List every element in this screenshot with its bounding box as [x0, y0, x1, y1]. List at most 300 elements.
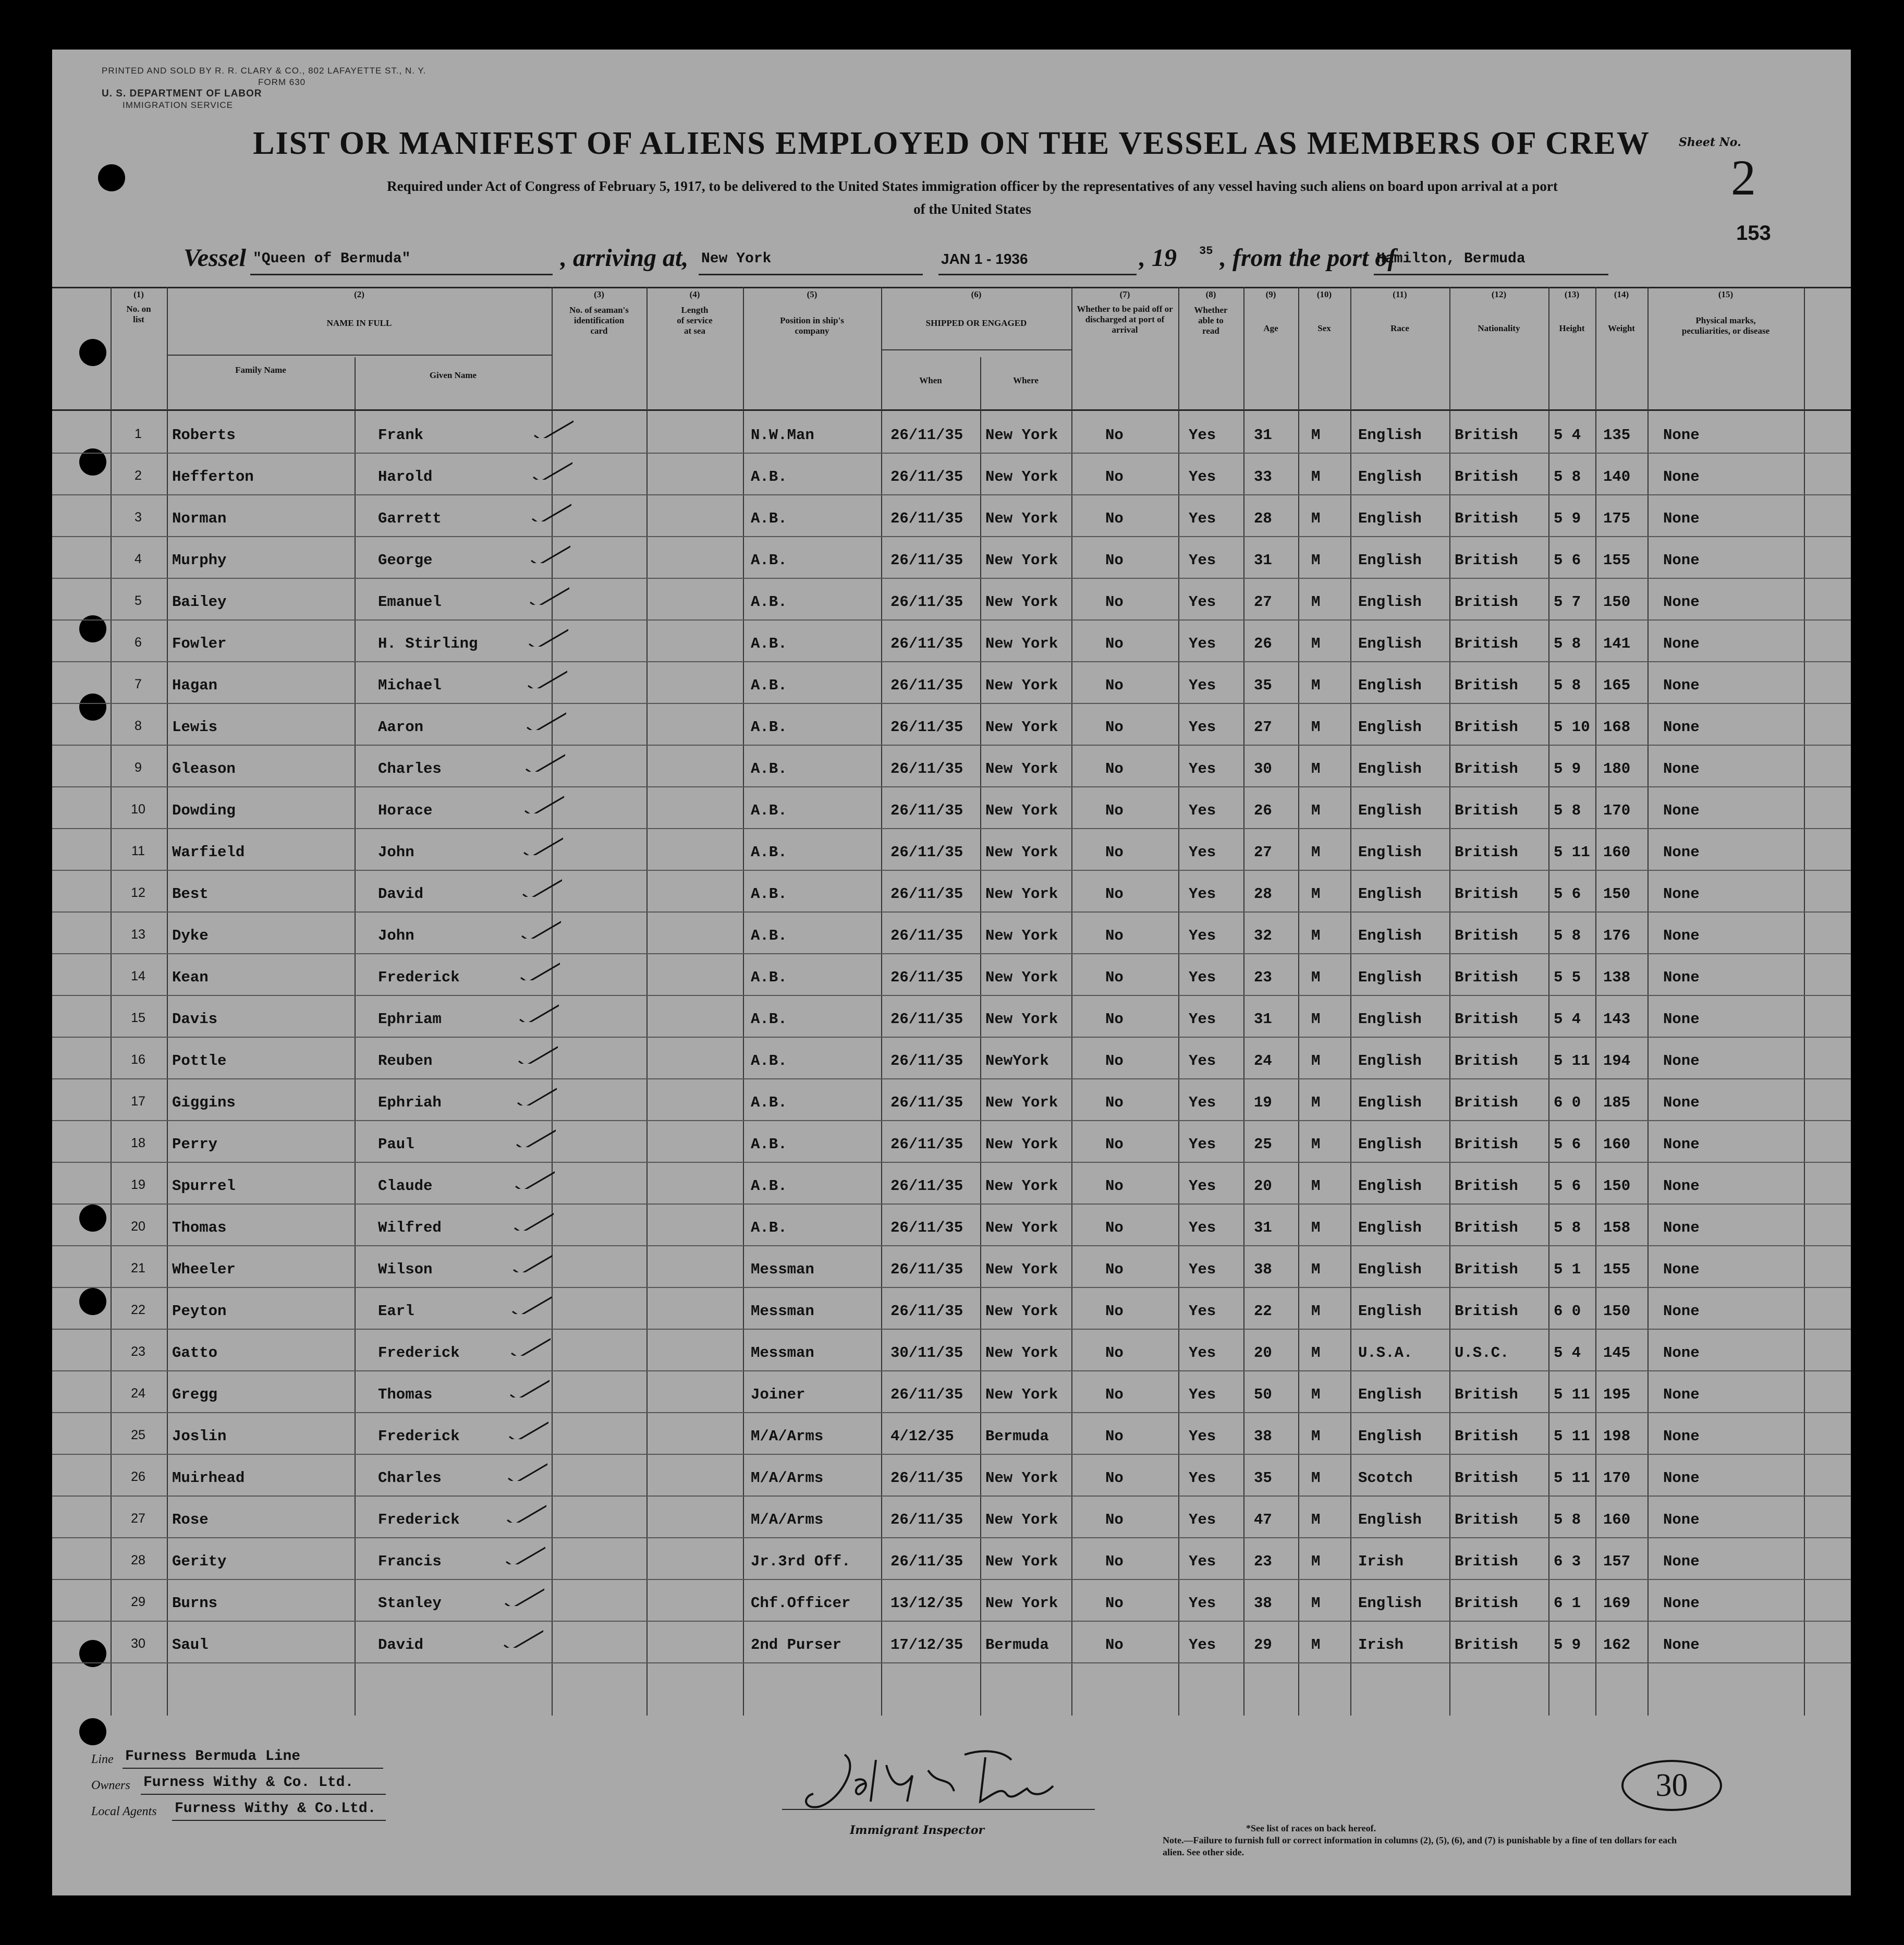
cell-paid: No	[1105, 1595, 1124, 1612]
col-title: Age	[1263, 323, 1278, 333]
cell-race: U.S.A.	[1358, 1344, 1413, 1362]
cell-weight: 175	[1603, 510, 1631, 527]
cell-race: Irish	[1358, 1553, 1404, 1570]
cell-marks: None	[1663, 969, 1700, 986]
cell-nationality: British	[1455, 1636, 1518, 1654]
cell-given: Emanuel	[378, 593, 442, 611]
cell-given: Francis	[378, 1553, 442, 1570]
table-row	[52, 1038, 1851, 1079]
arriving-at: New York	[701, 251, 772, 267]
cell-race: English	[1358, 593, 1422, 611]
cell-given: Wilfred	[378, 1219, 442, 1236]
cell-read: Yes	[1189, 1511, 1216, 1528]
cell-family: Best	[172, 885, 209, 903]
cell-no: 30	[131, 1636, 145, 1651]
cell-weight: 165	[1603, 677, 1631, 694]
cell-position: A.B.	[751, 1011, 787, 1028]
given-name-header: Given Name	[429, 370, 477, 380]
cell-race: English	[1358, 552, 1422, 569]
cell-position: M/A/Arms	[751, 1428, 824, 1445]
cell-weight: 160	[1603, 1136, 1631, 1153]
check-mark-icon	[507, 1418, 548, 1439]
cell-position: A.B.	[751, 1094, 787, 1111]
cell-when: 13/12/35	[890, 1595, 963, 1612]
cell-race: English	[1358, 1052, 1422, 1069]
cell-given: David	[378, 885, 424, 903]
from-port: Hamilton, Bermuda	[1376, 251, 1525, 267]
sheet-number-label: Sheet No.	[1679, 136, 1741, 149]
cell-marks: None	[1663, 719, 1700, 736]
table-row	[52, 1079, 1851, 1121]
cell-paid: No	[1105, 468, 1124, 485]
cell-when: 26/11/35	[890, 1469, 963, 1487]
cell-given: Ephriah	[378, 1094, 442, 1111]
col-number: (15)	[1718, 289, 1734, 299]
cell-race: Scotch	[1358, 1469, 1413, 1487]
cell-weight: 194	[1603, 1052, 1631, 1069]
cell-where: New York	[985, 1595, 1058, 1612]
cell-read: Yes	[1189, 844, 1216, 861]
cell-no: 21	[131, 1261, 145, 1275]
cell-no: 26	[131, 1469, 145, 1484]
cell-weight: 160	[1603, 844, 1631, 861]
cell-read: Yes	[1189, 1052, 1216, 1069]
cell-family: Warfield	[172, 844, 245, 861]
cell-where: New York	[985, 1261, 1058, 1278]
cell-nationality: British	[1455, 1219, 1518, 1236]
cell-when: 30/11/35	[890, 1344, 963, 1362]
cell-given: Paul	[378, 1136, 414, 1153]
agents-label: Local Agents	[91, 1805, 157, 1818]
footnote-text: Note.—Failure to furnish full or correct information in columns (2), (5), (6), and (7) is punishable by a fine of ten dollars for each alien. See other side.	[1163, 1835, 1677, 1857]
cell-read: Yes	[1189, 1553, 1216, 1570]
cell-position: A.B.	[751, 510, 787, 527]
cell-paid: No	[1105, 677, 1124, 694]
cell-age: 31	[1254, 1219, 1272, 1236]
col-number: (4)	[689, 289, 700, 299]
cell-when: 26/11/35	[890, 510, 963, 527]
table-row	[52, 746, 1851, 787]
cell-family: Gregg	[172, 1386, 218, 1403]
cell-height: 5 6	[1554, 885, 1581, 903]
cell-age: 20	[1254, 1344, 1272, 1362]
cell-marks: None	[1663, 1636, 1700, 1654]
cell-nationality: British	[1455, 1136, 1518, 1153]
cell-age: 28	[1254, 510, 1272, 527]
col-11-header	[1350, 289, 1449, 334]
cell-where: NewYork	[985, 1052, 1049, 1069]
cell-nationality: British	[1455, 552, 1518, 569]
cell-paid: No	[1105, 1261, 1124, 1278]
cell-position: A.B.	[751, 1219, 787, 1236]
check-mark-icon	[520, 876, 562, 897]
cell-nationality: British	[1455, 1094, 1518, 1111]
cell-position: A.B.	[751, 635, 787, 652]
cell-sex: M	[1311, 1219, 1321, 1236]
col-title: No. of seaman's identification card	[569, 305, 629, 336]
cell-given: Earl	[378, 1303, 414, 1320]
cell-sex: M	[1311, 1303, 1321, 1320]
table-row	[52, 1288, 1851, 1330]
cell-marks: None	[1663, 468, 1700, 485]
col-2-header	[167, 289, 552, 329]
cell-age: 19	[1254, 1094, 1272, 1111]
cell-nationality: British	[1455, 1303, 1518, 1320]
col-3-header	[552, 289, 646, 336]
cell-position: A.B.	[751, 468, 787, 485]
table-row	[52, 1455, 1851, 1497]
cell-given: Frank	[378, 427, 424, 444]
check-mark-icon	[512, 1210, 554, 1231]
cell-marks: None	[1663, 1553, 1700, 1570]
cell-given: Aaron	[378, 719, 424, 736]
cell-when: 26/11/35	[890, 1094, 963, 1111]
cell-read: Yes	[1189, 635, 1216, 652]
cell-paid: No	[1105, 927, 1124, 944]
cell-when: 4/12/35	[890, 1428, 954, 1445]
col-number: (1)	[133, 289, 144, 299]
cell-no: 25	[131, 1428, 145, 1442]
cell-paid: No	[1105, 593, 1124, 611]
cell-nationality: British	[1455, 1469, 1518, 1487]
agents-value: Furness Withy & Co.Ltd.	[175, 1801, 376, 1817]
check-mark-icon	[523, 751, 565, 772]
cell-given: Thomas	[378, 1386, 433, 1403]
cell-sex: M	[1311, 1428, 1321, 1445]
cell-age: 47	[1254, 1511, 1272, 1528]
cell-paid: No	[1105, 1386, 1124, 1403]
cell-marks: None	[1663, 1094, 1700, 1111]
cell-family: Dowding	[172, 802, 236, 819]
cell-race: English	[1358, 510, 1422, 527]
cell-family: Spurrel	[172, 1177, 236, 1195]
cell-given: Ephriam	[378, 1011, 442, 1028]
cell-no: 18	[131, 1136, 145, 1150]
cell-weight: 150	[1603, 593, 1631, 611]
cell-sex: M	[1311, 1177, 1321, 1195]
cell-nationality: British	[1455, 802, 1518, 819]
cell-nationality: British	[1455, 1261, 1518, 1278]
cell-read: Yes	[1189, 1386, 1216, 1403]
cell-no: 28	[131, 1553, 145, 1567]
cell-marks: None	[1663, 1219, 1700, 1236]
col-title: Position in ship's company	[780, 315, 844, 336]
cell-paid: No	[1105, 1428, 1124, 1445]
cell-nationality: British	[1455, 844, 1518, 861]
cell-marks: None	[1663, 593, 1700, 611]
cell-nationality: British	[1455, 1177, 1518, 1195]
cell-no: 10	[131, 802, 145, 817]
cell-when: 26/11/35	[890, 635, 963, 652]
cell-weight: 198	[1603, 1428, 1631, 1445]
cell-age: 25	[1254, 1136, 1272, 1153]
cell-race: English	[1358, 1511, 1422, 1528]
cell-family: Peyton	[172, 1303, 227, 1320]
cell-age: 31	[1254, 1011, 1272, 1028]
cell-no: 19	[131, 1177, 145, 1192]
cell-family: Gerity	[172, 1553, 227, 1570]
cell-paid: No	[1105, 1303, 1124, 1320]
cell-read: Yes	[1189, 593, 1216, 611]
cell-where: New York	[985, 1219, 1058, 1236]
col-number: (5)	[807, 289, 817, 299]
cell-no: 5	[135, 593, 142, 608]
check-mark-icon	[518, 959, 560, 980]
cell-race: English	[1358, 719, 1422, 736]
table-row	[52, 1622, 1851, 1663]
cell-weight: 155	[1603, 552, 1631, 569]
cell-sex: M	[1311, 760, 1321, 777]
cell-weight: 168	[1603, 719, 1631, 736]
cell-marks: None	[1663, 1386, 1700, 1403]
cell-sex: M	[1311, 969, 1321, 986]
cell-given: Garrett	[378, 510, 442, 527]
cell-sex: M	[1311, 1344, 1321, 1362]
cell-read: Yes	[1189, 677, 1216, 694]
col-title: Height	[1559, 323, 1585, 333]
table-row	[52, 1413, 1851, 1455]
cell-given: Claude	[378, 1177, 433, 1195]
cell-age: 20	[1254, 1177, 1272, 1195]
col-number: (14)	[1614, 289, 1629, 299]
crew-table	[52, 287, 1851, 1762]
cell-family: Roberts	[172, 427, 236, 444]
cell-given: Horace	[378, 802, 433, 819]
col-number: (2)	[354, 289, 364, 299]
cell-when: 26/11/35	[890, 760, 963, 777]
cell-sex: M	[1311, 1595, 1321, 1612]
cell-when: 26/11/35	[890, 802, 963, 819]
cell-read: Yes	[1189, 1344, 1216, 1362]
cell-when: 26/11/35	[890, 677, 963, 694]
cell-when: 26/11/35	[890, 552, 963, 569]
col-number: (13)	[1564, 289, 1580, 299]
cell-race: English	[1358, 927, 1422, 944]
arrival-date: JAN 1 - 1936	[941, 251, 1028, 267]
cell-no: 24	[131, 1386, 145, 1401]
cell-position: A.B.	[751, 885, 787, 903]
cell-where: New York	[985, 1136, 1058, 1153]
cell-height: 5 11	[1554, 844, 1590, 861]
cell-family: Joslin	[172, 1428, 227, 1445]
cell-read: Yes	[1189, 1469, 1216, 1487]
cell-paid: No	[1105, 1344, 1124, 1362]
cell-paid: No	[1105, 1219, 1124, 1236]
cell-nationality: British	[1455, 1011, 1518, 1028]
cell-race: English	[1358, 844, 1422, 861]
cell-paid: No	[1105, 1136, 1124, 1153]
cell-position: A.B.	[751, 760, 787, 777]
cell-where: New York	[985, 885, 1058, 903]
cell-when: 26/11/35	[890, 1386, 963, 1403]
cell-family: Kean	[172, 969, 209, 986]
cell-age: 30	[1254, 760, 1272, 777]
cell-paid: No	[1105, 1094, 1124, 1111]
col-title: SHIPPED OR ENGAGED	[925, 318, 1027, 328]
where-header: Where	[1013, 375, 1039, 385]
cell-position: A.B.	[751, 1052, 787, 1069]
cell-given: George	[378, 552, 433, 569]
table-row	[52, 495, 1851, 537]
cell-where: New York	[985, 1303, 1058, 1320]
cell-age: 27	[1254, 593, 1272, 611]
cell-weight: 150	[1603, 1177, 1631, 1195]
cell-when: 26/11/35	[890, 1219, 963, 1236]
cell-weight: 150	[1603, 885, 1631, 903]
cell-no: 7	[135, 677, 142, 691]
col-10-header	[1298, 289, 1350, 334]
cell-family: Gleason	[172, 760, 236, 777]
cell-marks: None	[1663, 552, 1700, 569]
cell-where: New York	[985, 1177, 1058, 1195]
cell-age: 22	[1254, 1303, 1272, 1320]
cell-family: Muirhead	[172, 1469, 245, 1487]
cell-no: 3	[135, 510, 142, 525]
check-mark-icon	[515, 1085, 557, 1105]
subtitle-line: of the United States	[913, 201, 1031, 217]
col-title: Physical marks, peculiarities, or disease	[1681, 315, 1770, 336]
col-13-header	[1548, 289, 1595, 334]
cell-marks: None	[1663, 427, 1700, 444]
check-mark-icon	[522, 793, 564, 813]
cell-given: Frederick	[378, 1428, 460, 1445]
col-title: Weight	[1608, 323, 1635, 333]
col-number: (11)	[1393, 289, 1407, 299]
table-row	[52, 454, 1851, 495]
cell-position: M/A/Arms	[751, 1511, 824, 1528]
cell-family: Gatto	[172, 1344, 218, 1362]
cell-marks: None	[1663, 1303, 1700, 1320]
cell-position: A.B.	[751, 593, 787, 611]
from-port-label: , from the port of	[1220, 244, 1396, 272]
cell-race: English	[1358, 1177, 1422, 1195]
cell-nationality: British	[1455, 1428, 1518, 1445]
cell-race: English	[1358, 1136, 1422, 1153]
cell-marks: None	[1663, 677, 1700, 694]
table-row	[52, 704, 1851, 746]
cell-height: 6 3	[1554, 1553, 1581, 1570]
cell-no: 29	[131, 1595, 145, 1609]
cell-where: New York	[985, 635, 1058, 652]
table-row	[52, 1371, 1851, 1413]
cell-when: 26/11/35	[890, 1136, 963, 1153]
cell-nationality: British	[1455, 468, 1518, 485]
cell-weight: 195	[1603, 1386, 1631, 1403]
cell-where: New York	[985, 1344, 1058, 1362]
cell-no: 14	[131, 969, 145, 983]
cell-marks: None	[1663, 844, 1700, 861]
cell-weight: 135	[1603, 427, 1631, 444]
col-8-header	[1178, 289, 1243, 336]
cell-no: 6	[135, 635, 142, 650]
cell-paid: No	[1105, 844, 1124, 861]
check-mark-icon	[528, 584, 569, 605]
check-mark-icon	[532, 417, 573, 438]
cell-height: 5 9	[1554, 1636, 1581, 1654]
cell-where: New York	[985, 969, 1058, 986]
cell-given: John	[378, 927, 414, 944]
cell-given: Wilson	[378, 1261, 433, 1278]
cell-sex: M	[1311, 1386, 1321, 1403]
owners-label: Owners	[91, 1779, 130, 1792]
table-row	[52, 1497, 1851, 1538]
cell-height: 5 6	[1554, 1177, 1581, 1195]
cell-age: 31	[1254, 552, 1272, 569]
check-mark-icon	[514, 1126, 556, 1147]
cell-paid: No	[1105, 552, 1124, 569]
cell-sex: M	[1311, 927, 1321, 944]
col-12-header	[1449, 289, 1548, 334]
cell-where: New York	[985, 1094, 1058, 1111]
cell-when: 26/11/35	[890, 719, 963, 736]
table-row	[52, 412, 1851, 454]
cell-paid: No	[1105, 719, 1124, 736]
cell-height: 5 11	[1554, 1428, 1590, 1445]
col-1-header	[111, 289, 167, 325]
cell-read: Yes	[1189, 1303, 1216, 1320]
cell-nationality: British	[1455, 510, 1518, 527]
cell-when: 17/12/35	[890, 1636, 963, 1654]
inspector-signature	[782, 1744, 1095, 1822]
cell-read: Yes	[1189, 1094, 1216, 1111]
cell-sex: M	[1311, 552, 1321, 569]
cell-height: 5 1	[1554, 1261, 1581, 1278]
when-header: When	[919, 375, 942, 385]
cell-weight: 160	[1603, 1511, 1631, 1528]
cell-height: 5 8	[1554, 677, 1581, 694]
cell-when: 26/11/35	[890, 1052, 963, 1069]
cell-read: Yes	[1189, 1636, 1216, 1654]
cell-position: A.B.	[751, 1136, 787, 1153]
cell-height: 5 4	[1554, 1344, 1581, 1362]
cell-race: English	[1358, 1428, 1422, 1445]
cell-no: 4	[135, 552, 142, 566]
cell-weight: 170	[1603, 1469, 1631, 1487]
check-mark-icon	[530, 501, 571, 521]
cell-race: English	[1358, 1094, 1422, 1111]
cell-age: 38	[1254, 1261, 1272, 1278]
cell-where: New York	[985, 677, 1058, 694]
col-4-header	[646, 289, 743, 336]
page-subtitle	[190, 175, 1754, 221]
cell-position: Messman	[751, 1261, 814, 1278]
cell-when: 26/11/35	[890, 969, 963, 986]
col-9-header	[1243, 289, 1298, 334]
cell-race: Irish	[1358, 1636, 1404, 1654]
cell-family: Perry	[172, 1136, 218, 1153]
cell-family: Hagan	[172, 677, 218, 694]
cell-height: 5 4	[1554, 1011, 1581, 1028]
cell-height: 5 8	[1554, 802, 1581, 819]
cell-race: English	[1358, 427, 1422, 444]
cell-age: 23	[1254, 1553, 1272, 1570]
cell-weight: 143	[1603, 1011, 1631, 1028]
cell-given: John	[378, 844, 414, 861]
cell-sex: M	[1311, 885, 1321, 903]
cell-where: Bermuda	[985, 1428, 1049, 1445]
cell-given: Reuben	[378, 1052, 433, 1069]
cell-no: 22	[131, 1303, 145, 1317]
cell-weight: 140	[1603, 468, 1631, 485]
cell-read: Yes	[1189, 927, 1216, 944]
cell-nationality: British	[1455, 885, 1518, 903]
cell-given: Frederick	[378, 1344, 460, 1362]
cell-weight: 162	[1603, 1636, 1631, 1654]
cell-age: 33	[1254, 468, 1272, 485]
cell-where: New York	[985, 593, 1058, 611]
col-number: (12)	[1491, 289, 1507, 299]
cell-race: English	[1358, 1386, 1422, 1403]
